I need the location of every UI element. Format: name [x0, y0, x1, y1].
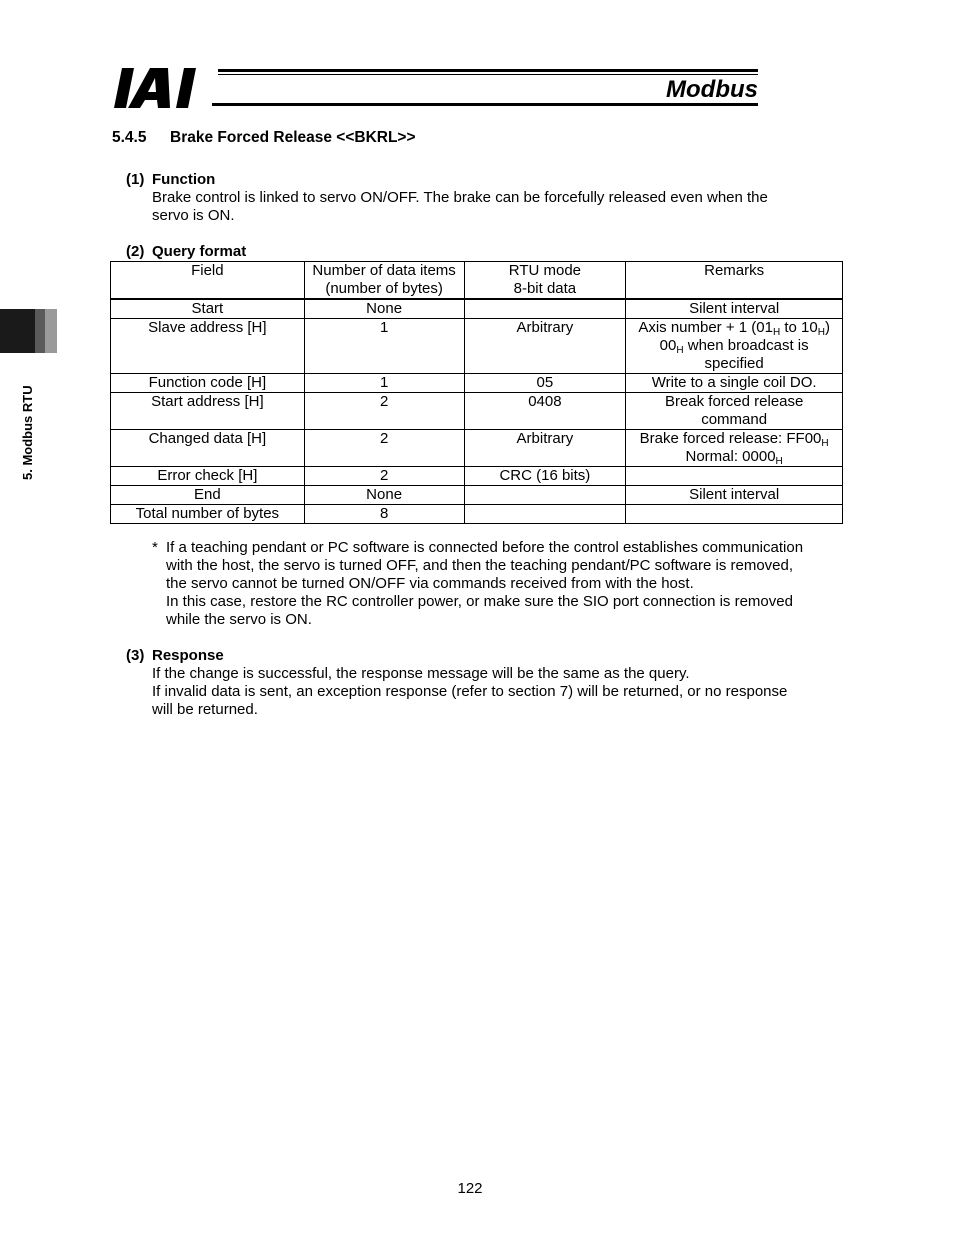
table-row: Function code [H] 1 05 Write to a single coil DO.: [111, 374, 843, 393]
section-number: 5.4.5: [112, 129, 147, 146]
table-row: End None Silent interval: [111, 486, 843, 505]
footnote-marker: *: [152, 539, 158, 556]
query-heading: (2) Query format: [126, 243, 247, 260]
footnote: * If a teaching pendant or PC software is connected before the control establishes communication with the host, the servo is turned OFF, and then the teaching pendant/PC software is removed, the servo cannot be turned ON/OFF via commands received from with the host. In this case, restore the RC controller power, or make sure the SIO port connection is removed while the servo is ON.: [152, 539, 804, 628]
chapter-tab-dark: [0, 309, 35, 353]
table-header-row: [111, 262, 843, 300]
function-text: Brake control is linked to servo ON/OFF. The brake can be forcefully released even when the servo is ON.: [152, 189, 768, 224]
col-header-remarks: Remarks: [626, 262, 843, 300]
iai-logo: [112, 68, 212, 108]
header-title: Modbus: [666, 76, 758, 103]
table-row: Changed data [H] 2 Arbitrary Brake forced release: $FF00_H$ Normal: $0000_H$: [111, 430, 843, 467]
header-rule-top-thin: [218, 74, 758, 75]
header-rule-top: [218, 69, 758, 72]
table-row: Slave address [H] 1 Arbitrary Axis number + 1 ($01_H$ to $10_H$) $00_H$ when broadcast is specified: [111, 319, 843, 374]
table-row: Start address [H] 2 0408 Break forced release command: [111, 393, 843, 430]
response-text: If the change is successful, the response message will be the same as the query. If invalid data is sent, an exception response (refer to section 7) will be returned, or no response will be returned.: [152, 665, 788, 718]
changed-data-remarks: Brake forced release: $FF00_H$ Normal: $0000_H$: [626, 430, 843, 467]
function-heading: (1) Function: [126, 171, 216, 188]
col-header-field: Field: [111, 262, 305, 300]
section-heading: [112, 129, 416, 147]
chapter-side-label: 5. Modbus RTU: [20, 385, 35, 480]
table-row: Error check [H] 2 CRC (16 bits): [111, 467, 843, 486]
section-title: Brake Forced Release <<BKRL>>: [170, 129, 416, 146]
slave-address-remarks: Axis number + 1 ($01_H$ to $10_H$) $00_H$ when broadcast is specified: [626, 319, 843, 374]
chapter-tab-light: [45, 309, 57, 353]
response-heading: (3) Response: [126, 647, 224, 664]
col-header-number: Number of data items (number of bytes): [304, 262, 464, 300]
table-row: Total number of bytes 8: [111, 505, 843, 524]
table-row: Start None Silent interval: [111, 299, 843, 319]
query-format-table: [110, 261, 843, 524]
col-header-rtu: RTU mode 8-bit data: [464, 262, 626, 300]
page-number: 122: [457, 1180, 483, 1197]
chapter-tab-mid: [35, 309, 45, 353]
